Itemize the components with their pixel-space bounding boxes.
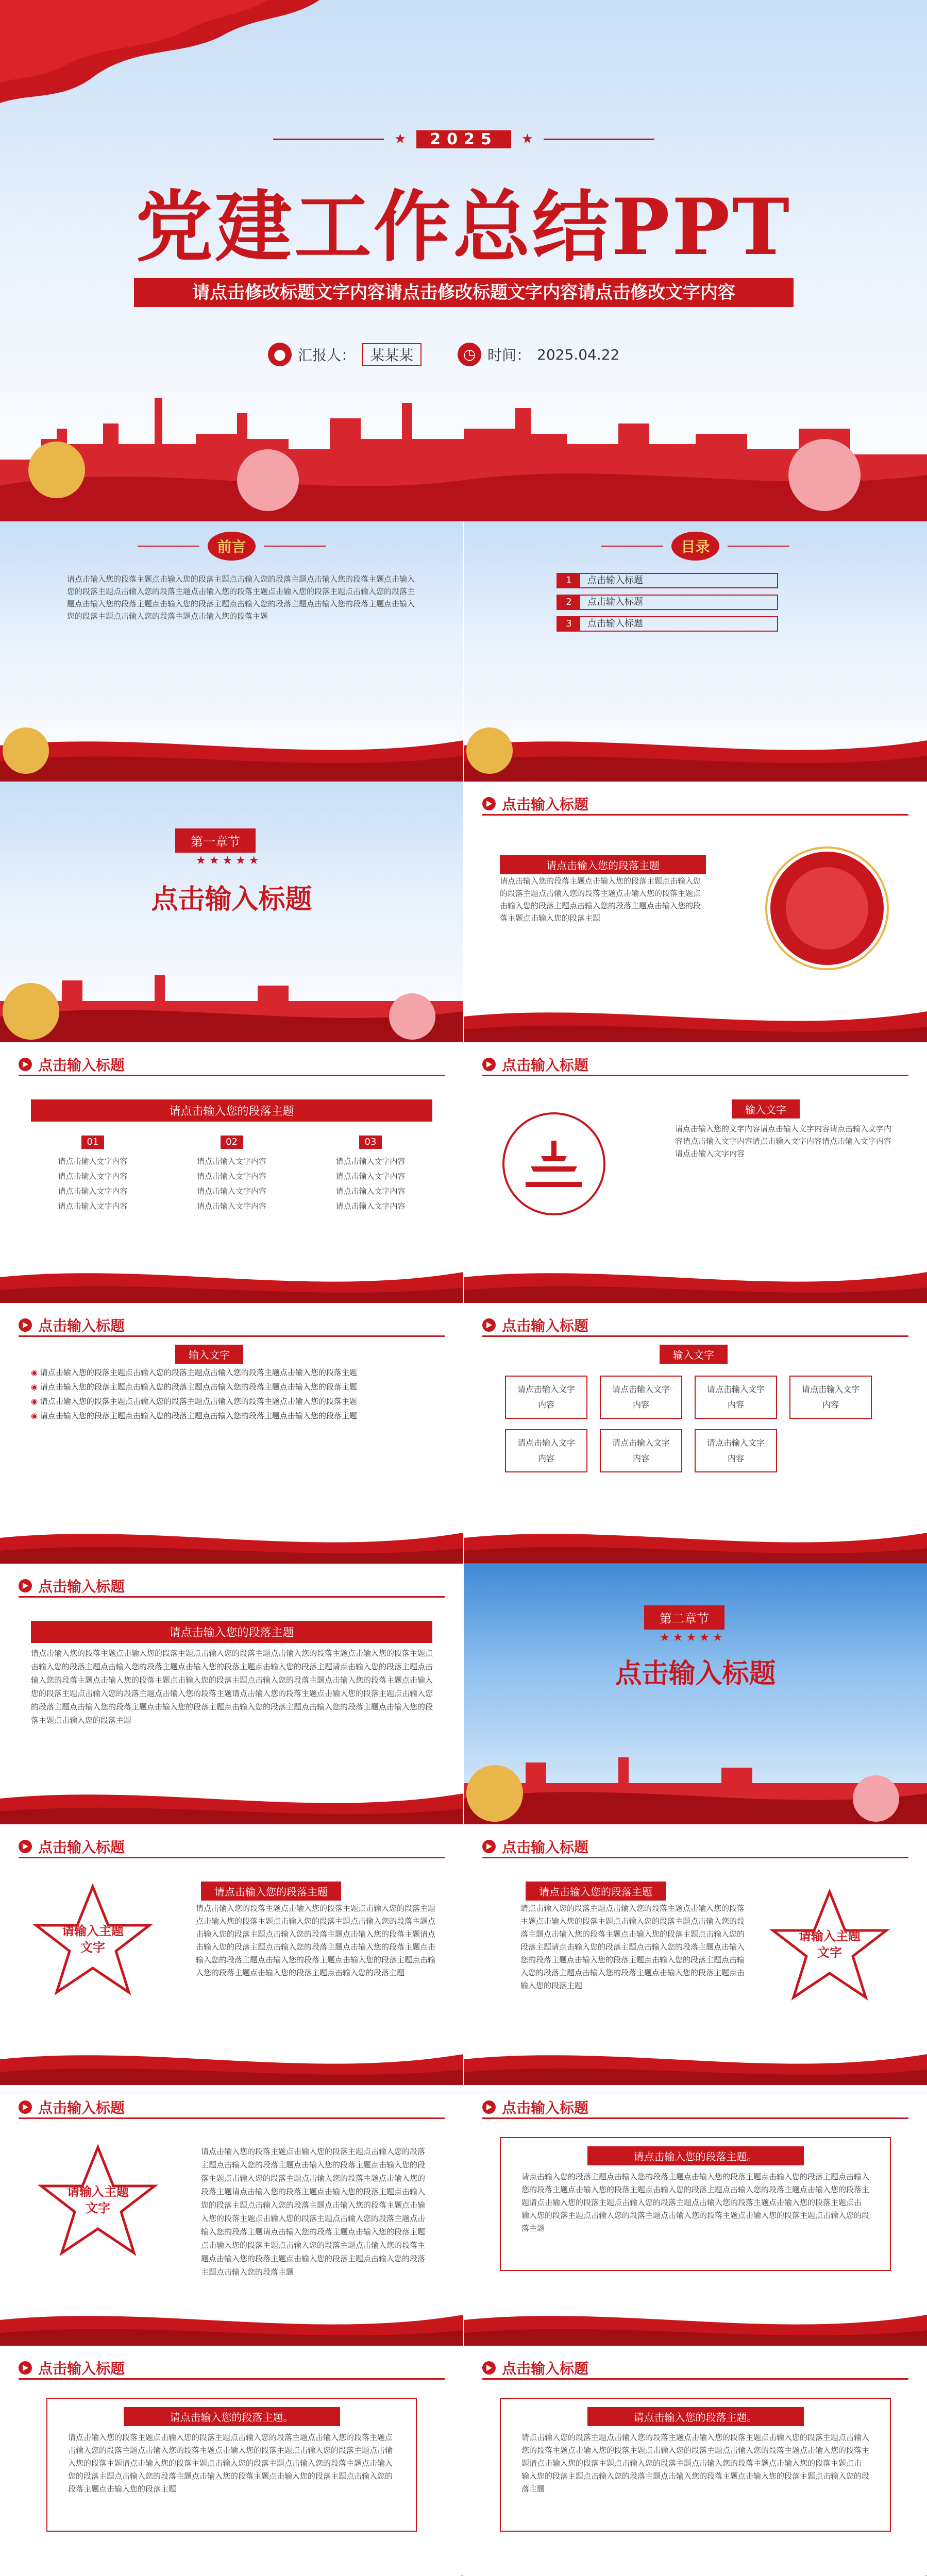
list-item: ◉ 请点击输入您的段落主题点击输入您的段落主题点击输入您的段落主题点击输入您的段落主题: [31, 1382, 357, 1392]
toc-slide: [464, 521, 927, 782]
cover-meta: [268, 343, 619, 366]
red-wave-footer: [0, 1507, 463, 1564]
toc-title: 目录: [671, 532, 719, 561]
red-wave-footer: [464, 1246, 927, 1303]
slide-header: 点击输入标题: [502, 796, 589, 813]
arrow-icon: [19, 1579, 32, 1592]
star-row-icon: ★★★★★: [196, 854, 262, 867]
list-item: ◉ 请点击输入您的段落主题点击输入您的段落主题点击输入您的段落主题点击输入您的段落主题: [31, 1397, 357, 1406]
content-slide-star-left: [0, 1825, 463, 2085]
text-frame: [500, 2398, 891, 2532]
body-text: 请点击输入您的段落主题点击输入您的段落主题点击输入您的段落主题点击输入您的段落主题点击输入您的段落主题点击输入您的段落主题点击输入您的段落主题点击输入您的段落主题点击输入您的段落主题请点击输入您的段落主题点击输入您的段落主题点击输入您的段落主题点击输入您的段落主题点击输入您的段落主题点击输入您的段落主题点击输入您的段落主题点击输入您的段落主题点击输入您的段落主题: [68, 2433, 393, 2494]
cover-title: 党建工作总结PPT: [135, 182, 792, 273]
body-text: 请点击输入您的段落主题点击输入您的段落主题点击输入您的段落主题点击输入您的段落主题点击输入您的段落主题点击输入您的段落主题点击输入您的段落主题点击输入您的段落主题点击输入您的段落主题请点击输入您的段落主题点击输入您的段落主题点击输入您的段落主题点击输入您的段落主题点击输入您的段落主题点击输入您的段落主题点击输入您的段落主题点击输入您的段落主题点击输入您的段落主题: [196, 1904, 436, 1977]
input-text-tag: 输入文字: [175, 1345, 243, 1364]
slide-header: 点击输入标题: [38, 1317, 125, 1334]
preface-title: 前言: [208, 532, 255, 561]
red-wave-footer: [0, 960, 463, 1042]
cover-subtitle: 请点击修改标题文字内容请点击修改标题文字内容请点击修改文字内容: [134, 278, 794, 307]
chip[interactable]: 请点击输入文字内容: [600, 1429, 682, 1472]
preface-text: 请点击输入您的段落主题点击输入您的段落主题点击输入您的段落主题点击输入您的段落主题点击输入您的段落主题点击输入您的段落主题点击输入您的段落主题点击输入您的段落主题点击输入您的段落主题点击输入您的段落主题点击输入您的段落主题点击输入您的段落主题点击输入您的段落主题点击输入您的段落主题点击输入您的段落主题点击输入您的段落主题: [67, 574, 415, 621]
content-slide-star-2: [0, 2086, 463, 2346]
section-label: 第一章节: [175, 828, 256, 853]
red-wave-footer: [0, 2289, 463, 2346]
content-slide-bullets: [0, 1303, 463, 1564]
list-item: ◉ 请点击输入您的段落主题点击输入您的段落主题点击输入您的段落主题点击输入您的段落主题: [31, 1411, 357, 1420]
slide-header: 点击输入标题: [502, 1317, 589, 1334]
reporter-name: 某某某: [362, 343, 422, 366]
content-slide-three-col: [0, 1043, 463, 1303]
text-frame: [46, 2398, 417, 2532]
slide-header: 点击输入标题: [38, 1839, 125, 1856]
red-wave-footer: [464, 2289, 927, 2346]
content-slide-frame: [464, 2346, 927, 2576]
content-slide-temple: [464, 1043, 927, 1303]
body-text: 请点击输入您的段落主题点击输入您的段落主题点击输入您的段落主题点击输入您的段落主题点击输入您的段落主题点击输入您的段落主题点击输入您的段落主题点击输入您的段落主题点击输入您的段落主题请点击输入您的段落主题点击输入您的段落主题点击输入您的段落主题点击输入您的段落主题点击输入您的段落主题点击输入您的段落主题点击输入您的段落主题点击输入您的段落主题点击输入您的段落主题请点击输入您的段落主题点击输入您的段落主题点击输入您的段落主题点击输入您的段落主题点击输入您的段落主题点击输入您的段落主题点击输入您的段落主题点击输入您的段落主题点击输入您的段落主题: [31, 1649, 433, 1725]
arrow-icon: [482, 797, 496, 810]
preface-title-row: [0, 532, 463, 561]
content-slide-star-right: [464, 1825, 927, 2085]
slide-header: 点击输入标题: [38, 2360, 125, 2377]
cover-slide: [0, 0, 927, 521]
toc-item[interactable]: 1 点击输入标题: [557, 573, 778, 588]
arrow-icon: [482, 1840, 496, 1853]
section-1-slide: [0, 782, 463, 1042]
arrow-icon: [19, 1058, 32, 1071]
para-topic-bar: 请点击输入您的段落主题: [526, 1882, 666, 1901]
preface-slide: [0, 521, 463, 782]
chip[interactable]: 请点击输入文字内容: [789, 1376, 872, 1419]
content-slide-frame: [464, 2086, 927, 2346]
chip[interactable]: 请点击输入文字内容: [695, 1429, 777, 1472]
chip[interactable]: 请点击输入文字内容: [600, 1376, 682, 1419]
para-topic-bar: 请点击输入您的段落主题: [31, 1621, 432, 1643]
red-wave-footer: [0, 2550, 463, 2576]
three-columns: [31, 1136, 432, 1214]
chip[interactable]: 请点击输入文字内容: [505, 1429, 587, 1472]
arrow-icon: [19, 1318, 32, 1332]
body-text: 请点击输入您的文字内容请点击输入文字内容请点击输入文字内容请点击输入文字内容请点击输入文字内容请点击输入文字内容请点击输入文字内容: [675, 1124, 892, 1158]
red-wave-footer: [0, 725, 463, 782]
star-subtitle: 请输入主题文字: [62, 1924, 124, 1955]
red-wave-footer: [0, 2028, 463, 2085]
text-frame: [500, 2137, 891, 2271]
arrow-icon: [19, 2100, 32, 2114]
list-item: ◉ 请点击输入您的段落主题点击输入您的段落主题点击输入您的段落主题点击输入您的段落主题: [31, 1368, 357, 1377]
arrow-icon: [482, 1318, 496, 1332]
star-subtitle: 请输入主题文字: [799, 1929, 861, 1960]
red-wave-footer: [464, 2028, 927, 2085]
slide-header: 点击输入标题: [38, 2099, 125, 2116]
red-wave-footer: [464, 1507, 927, 1564]
arrow-icon: [19, 1840, 32, 1853]
year-banner: [273, 129, 654, 149]
slide-header: 点击输入标题: [502, 1057, 589, 1074]
red-wave-footer: [0, 1246, 463, 1303]
content-slide-chips: [464, 1303, 927, 1564]
cover-year: 2025: [416, 130, 511, 148]
content-slide-text: [0, 1564, 463, 1824]
para-topic-bar: 请点击输入您的段落主题。: [587, 2146, 804, 2165]
red-ribbon-flag: [0, 0, 361, 103]
toc-list: [557, 573, 778, 632]
slide-header: 点击输入标题: [502, 2099, 589, 2116]
chip[interactable]: 请点击输入文字内容: [505, 1376, 587, 1419]
arrow-icon: [482, 2361, 496, 2375]
toc-item[interactable]: 2 点击输入标题: [557, 595, 778, 610]
red-wave-footer: [464, 725, 927, 782]
user-icon: ●: [268, 343, 292, 366]
section-title: 点击输入标题: [151, 884, 312, 915]
star-icon: ★: [394, 131, 407, 147]
column: 03 请点击输入文字内容 请点击输入文字内容 请点击输入文字内容 请点击输入文字内容: [335, 1137, 406, 1211]
para-topic-bar: 请点击输入您的段落主题。: [587, 2407, 804, 2426]
body-text: 请点击输入您的段落主题点击输入您的段落主题点击输入您的段落主题点击输入您的段落主题点击输入您的段落主题点击输入您的段落主题点击输入您的段落主题点击输入您的段落主题点击输入您的段落主题请点击输入您的段落主题点击输入您的段落主题点击输入您的段落主题点击输入您的段落主题点击输入您的段落主题点击输入您的段落主题点击输入您的段落主题点击输入您的段落主题点击输入您的段落主题: [521, 2172, 870, 2233]
para-topic-bar: 请点击输入您的段落主题: [201, 1882, 341, 1901]
toc-title-row: [464, 532, 927, 561]
section-label: 第二章节: [644, 1605, 724, 1630]
date-value: 2025.04.22: [537, 346, 620, 363]
chip[interactable]: 请点击输入文字内容: [695, 1376, 777, 1419]
slide-header: 点击输入标题: [38, 1578, 125, 1595]
clock-icon: ◷: [458, 343, 481, 366]
column: 02 请点击输入文字内容 请点击输入文字内容 请点击输入文字内容 请点击输入文字内容: [196, 1137, 266, 1211]
reporter-label: 汇报人：: [298, 347, 356, 364]
star-icon: ★: [521, 131, 534, 147]
decorative-circle-image: [763, 844, 891, 973]
star-subtitle: 请输入主题文字: [67, 2184, 129, 2215]
para-topic-bar: 请点击输入您的段落主题。: [124, 2407, 340, 2426]
content-slide-frame: [0, 2346, 463, 2576]
city-skyline: [0, 367, 927, 521]
body-text: 请点击输入您的段落主题点击输入您的段落主题点击输入您的段落主题点击输入您的段落主题点击输入您的段落主题点击输入您的段落主题点击输入您的段落主题点击输入您的段落主题点击输入您的段落主题请点击输入您的段落主题点击输入您的段落主题点击输入您的段落主题点击输入您的段落主题点击输入您的段落主题点击输入您的段落主题点击输入您的段落主题点击输入您的段落主题点击输入您的段落主题请点击输入您的段落主题点击输入您的段落主题点击输入您的段落主题点击输入您的段落主题点击输入您的段落主题点击输入您的段落主题点击输入您的段落主题点击输入您的段落主题点击输入您的段落主题: [201, 2147, 426, 2277]
arrow-icon: [19, 2361, 32, 2375]
slide-header: 点击输入标题: [38, 1057, 125, 1074]
para-topic-bar: 请点击输入您的段落主题: [500, 855, 706, 874]
slide-header: 点击输入标题: [502, 1839, 589, 1856]
input-text-tag: 输入文字: [660, 1345, 728, 1364]
arrow-icon: [482, 1058, 496, 1071]
red-wave-footer: [0, 1768, 463, 1824]
tiananmen-icon: [500, 1110, 608, 1218]
red-wave-footer: [464, 2550, 927, 2576]
para-topic-bar: 请点击输入您的段落主题: [31, 1099, 432, 1122]
body-text: 请点击输入您的段落主题点击输入您的段落主题点击输入您的段落主题点击输入您的段落主题点击输入您的段落主题点击输入您的段落主题点击输入您的段落主题点击输入您的段落主题点击输入您的段落主题请点击输入您的段落主题点击输入您的段落主题点击输入您的段落主题点击输入您的段落主题点击输入您的段落主题点击输入您的段落主题点击输入您的段落主题点击输入您的段落主题点击输入您的段落主题: [520, 1904, 745, 1990]
time-label: 时间：: [487, 347, 531, 364]
chip-grid: [505, 1376, 896, 1472]
body-text: 请点击输入您的段落主题点击输入您的段落主题点击输入您的段落主题点击输入您的段落主题点击输入您的段落主题点击输入您的段落主题点击输入您的段落主题点击输入您的段落主题点击输入您的段落主题: [500, 876, 701, 923]
toc-item[interactable]: 3 点击输入标题: [557, 616, 778, 632]
body-text: 请点击输入您的段落主题点击输入您的段落主题点击输入您的段落主题点击输入您的段落主题点击输入您的段落主题点击输入您的段落主题点击输入您的段落主题点击输入您的段落主题点击输入您的段落主题请点击输入您的段落主题点击输入您的段落主题点击输入您的段落主题点击输入您的段落主题点击输入您的段落主题点击输入您的段落主题点击输入您的段落主题点击输入您的段落主题点击输入您的段落主题: [521, 2433, 870, 2494]
content-slide-circle: [464, 782, 927, 1042]
star-row-icon: ★★★★★: [660, 1631, 726, 1644]
bullet-list: [31, 1365, 437, 1423]
slide-header: 点击输入标题: [502, 2360, 589, 2377]
arrow-icon: [482, 2100, 496, 2114]
section-title: 点击输入标题: [615, 1658, 776, 1689]
input-text-tag: 输入文字: [732, 1099, 800, 1118]
column: 01 请点击输入文字内容 请点击输入文字内容 请点击输入文字内容 请点击输入文字内容: [58, 1137, 128, 1211]
red-wave-footer: [464, 1742, 927, 1824]
section-2-slide: [464, 1564, 927, 1824]
red-wave-footer: [464, 986, 927, 1042]
